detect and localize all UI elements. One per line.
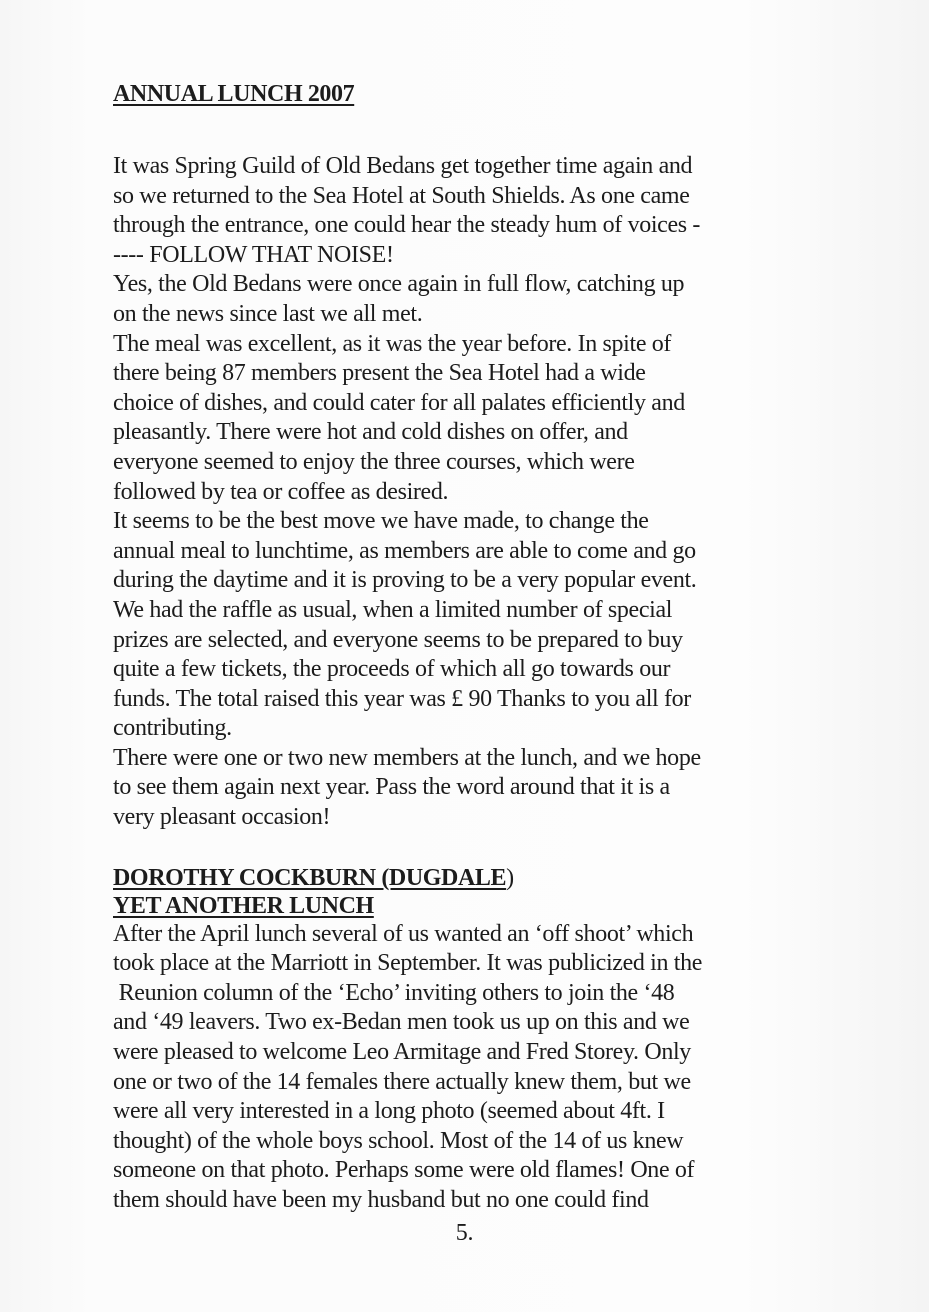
text-line: someone on that photo. Perhaps some were old flames! One of	[113, 1157, 695, 1184]
text-line: there being 87 members present the Sea Hotel had a wide	[113, 360, 646, 387]
text-line: There were one or two new members at the lunch, and we hope	[113, 744, 701, 771]
text-line: choice of dishes, and could cater for all palates efficiently and	[113, 389, 685, 416]
text-line: one or two of the 14 females there actually knew them, but we	[113, 1068, 691, 1095]
text-line: annual meal to lunchtime, as members are able to come and go	[113, 537, 696, 564]
page-number: 5.	[455, 1220, 474, 1246]
text-line: Yes, the Old Bedans were once again in full flow, catching up	[113, 271, 685, 298]
text-line: very pleasant occasion!	[113, 804, 331, 831]
text-line: contributing.	[113, 715, 232, 742]
text-line: We had the raffle as usual, when a limited number of special	[113, 596, 673, 623]
text-line: followed by tea or coffee as desired.	[113, 478, 449, 505]
text-line: during the daytime and it is proving to be a very popular event.	[113, 567, 697, 594]
yet-another-lunch-body	[113, 920, 833, 1216]
text-line: took place at the Marriott in September. It was publicized in the	[113, 950, 703, 977]
section-heading-yet-another-lunch: YET ANOTHER LUNCH	[113, 892, 374, 919]
text-line: The meal was excellent, as it was the year before. In spite of	[113, 330, 672, 357]
text-line: were all very interested in a long photo (seemed about 4ft. I	[113, 1098, 665, 1125]
text-line: prizes are selected, and everyone seems to be prepared to buy	[113, 626, 683, 653]
text-line: and ‘49 leavers. Two ex-Bedan men took us up on this and we	[113, 1009, 690, 1036]
text-line: Reunion column of the ‘Echo’ inviting others to join the ‘48	[113, 979, 675, 1006]
text-line: were pleased to welcome Leo Armitage and Fred Storey. Only	[113, 1039, 691, 1066]
text-line: everyone seemed to enjoy the three courses, which were	[113, 448, 635, 475]
text-line: thought) of the whole boys school. Most of the 14 of us knew	[113, 1127, 684, 1154]
page-content	[113, 80, 833, 1216]
text-line: them should have been my husband but no one could find	[113, 1187, 649, 1213]
text-line: to see them again next year. Pass the word around that it is a	[113, 774, 670, 801]
text-line: through the entrance, one could hear the steady hum of voices -	[113, 212, 701, 239]
text-line: on the news since last we all met.	[113, 300, 423, 327]
spacer	[113, 833, 833, 864]
text-line: It was Spring Guild of Old Bedans get together time again and	[113, 153, 693, 179]
text-line: quite a few tickets, the proceeds of which all go towards our	[113, 656, 671, 683]
section-heading-annual-lunch: ANNUAL LUNCH 2007	[113, 81, 355, 107]
text-line: ---- FOLLOW THAT NOISE!	[113, 241, 394, 268]
annual-lunch-body	[113, 152, 833, 833]
author-heading-tail: )	[506, 864, 514, 891]
text-line: pleasantly. There were hot and cold dishes on offer, and	[113, 419, 628, 446]
author-heading	[113, 864, 833, 892]
text-line: It seems to be the best move we have made, to change the	[113, 508, 649, 535]
text-line: After the April lunch several of us wanted an ‘off shoot’ which	[113, 920, 694, 947]
spacer	[113, 108, 833, 152]
author-name: DOROTHY COCKBURN (DUGDALE	[113, 864, 507, 891]
text-line: so we returned to the Sea Hotel at South Shields. As one came	[113, 182, 690, 209]
text-line: funds. The total raised this year was £ 90 Thanks to you all for	[113, 685, 691, 712]
